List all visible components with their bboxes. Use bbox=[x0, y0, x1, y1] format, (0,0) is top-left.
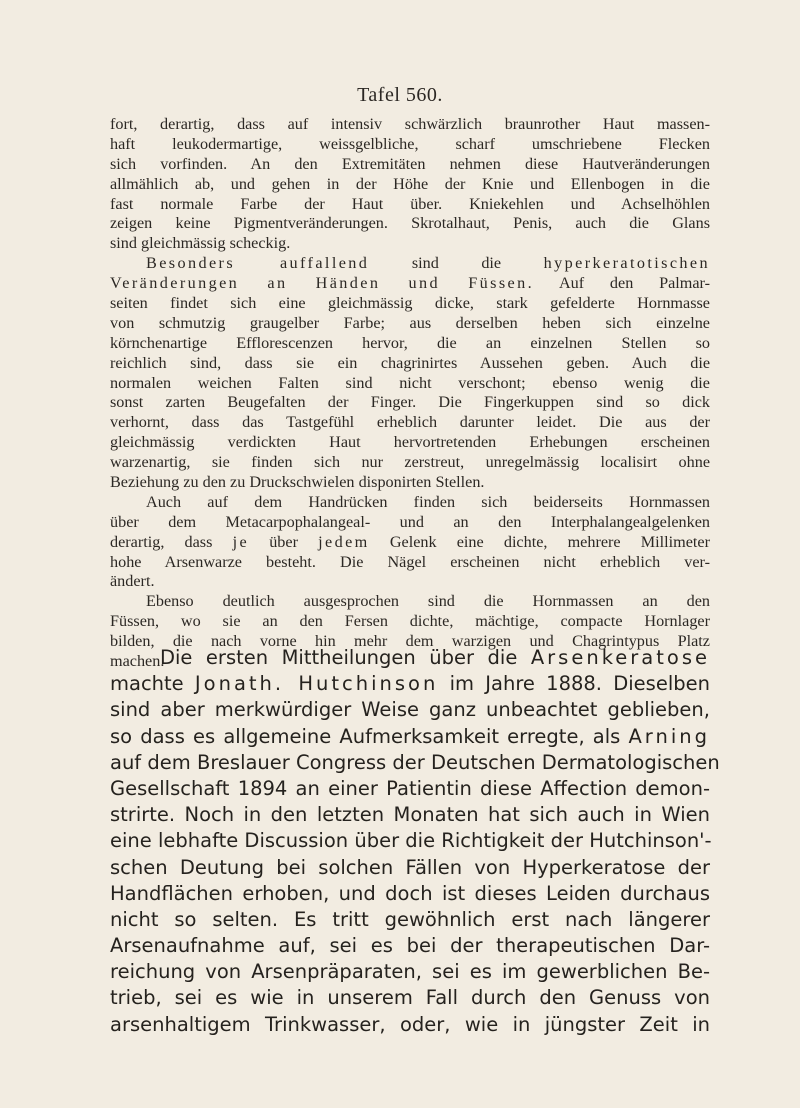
case-description-paragraphs bbox=[110, 115, 710, 672]
text-line: haft leukodermartige, weissgelbliche, scharf umschriebene Flecken bbox=[110, 134, 710, 153]
text-line: fort, derartig, dass auf intensiv schwärzlich braunrother Haut massen- bbox=[110, 115, 710, 133]
text-line: Beziehung zu den zu Druckschwielen disponirten Stellen. bbox=[110, 473, 485, 492]
text-line: Ebenso deutlich ausgesprochen sind die Hornmassen an den bbox=[146, 592, 710, 611]
text-line: verhornt, dass das Tastgefühl erheblich darunter leidet. Die aus der bbox=[110, 413, 710, 432]
text-line: fast normale Farbe der Haut über. Kniekehlen und Achselhöhlen bbox=[110, 194, 710, 213]
text-line bbox=[110, 645, 710, 671]
spaced-emphasis: Arsenkeratose bbox=[530, 646, 710, 669]
text-line: Gesellschaft 1894 an einer Patientin diese Affection demon- bbox=[110, 776, 710, 800]
text-segment: Auf den Palmar- bbox=[534, 274, 710, 293]
text-line: arsenhaltigem Trinkwasser, oder, wie in jüngster Zeit in bbox=[110, 1012, 710, 1036]
text-line: zeigen keine Pigmentveränderungen. Skrotalhaut, Penis, auch die Glans bbox=[110, 214, 710, 233]
text-segment: Gelenk eine dichte, mehrere Millimeter bbox=[369, 532, 710, 551]
plate-heading: Tafel 560. bbox=[357, 84, 443, 106]
text-line: nicht so selten. Es tritt gewöhnlich erst nach längerer bbox=[110, 907, 710, 931]
text-line: sonst zarten Beugefalten der Finger. Die Fingerkuppen sind so dick bbox=[110, 393, 710, 412]
text-line: sind aber merkwürdiger Weise ganz unbeachtet geblieben, bbox=[110, 698, 710, 722]
text-line: schen Deutung bei solchen Fällen von Hyperkeratose der bbox=[110, 855, 710, 879]
text-segment: über bbox=[249, 532, 319, 551]
text-line: sich vorfinden. An den Extremitäten nehmen diese Hautveränderungen bbox=[110, 154, 710, 173]
text-line: auf dem Breslauer Congress der Deutschen Dermatologischen bbox=[110, 750, 720, 774]
spaced-emphasis: Arning bbox=[628, 724, 710, 748]
text-line: seiten findet sich eine gleichmässig dicke, stark gefelderte Hornmasse bbox=[110, 294, 710, 313]
text-segment: derartig, dass bbox=[110, 532, 233, 551]
text-line bbox=[110, 254, 710, 274]
text-line: normalen weichen Falten sind nicht verschont; ebenso wenig die bbox=[110, 373, 710, 392]
text-line: gleichmässig verdickten Haut hervortretenden Erhebungen erscheinen bbox=[110, 433, 710, 452]
text-line: bilden, die nach vorne hin mehr dem warzigen und Chagrintypus Platz bbox=[110, 632, 710, 651]
text-line: körnchenartige Efflorescenzen hervor, die an einzelnen Stellen so bbox=[110, 333, 710, 352]
text-line: eine lebhafte Discussion über die Richtigkeit der Hutchinson'- bbox=[110, 829, 712, 853]
text-line: Arsenaufnahme auf, sei es bei der therapeutischen Dar- bbox=[110, 934, 710, 958]
text-segment: so dass es allgemeine Aufmerksamkeit erregte, als bbox=[110, 724, 629, 748]
text-line: von schmutzig graugelber Farbe; aus derselben heben sich einzelne bbox=[110, 313, 710, 332]
text-line: reichung von Arsenpräparaten, sei es im gewerblichen Be- bbox=[110, 960, 710, 984]
text-line: reichlich sind, dass sie ein chagrinirtes Aussehen geben. Auch die bbox=[110, 353, 710, 372]
spaced-emphasis: je bbox=[232, 532, 250, 551]
spaced-emphasis: jedem bbox=[318, 532, 370, 551]
text-line: sind gleichmässig scheckig. bbox=[110, 234, 291, 253]
text-line: Füssen, wo sie an den Fersen dichte, mächtige, compacte Hornlager bbox=[110, 612, 710, 631]
text-line: machen. bbox=[110, 652, 165, 671]
text-line: strirte. Noch in den letzten Monaten hat sich auch in Wien bbox=[110, 803, 710, 827]
text-line bbox=[110, 724, 710, 750]
main-text-paragraph bbox=[110, 645, 720, 1038]
text-line: allmählich ab, und gehen in der Höhe der Knie und Ellenbogen in die bbox=[110, 174, 710, 193]
text-line: Auch auf dem Handrücken finden sich beiderseits Hornmassen bbox=[146, 492, 710, 511]
text-segment: im Jahre 1888. Dieselben bbox=[438, 672, 710, 696]
text-line bbox=[110, 274, 710, 294]
text-segment: sind die bbox=[369, 254, 544, 273]
text-line: hohe Arsenwarze besteht. Die Nägel erscheinen nicht erheblich ver- bbox=[110, 552, 710, 571]
text-segment: machte bbox=[110, 672, 195, 696]
text-line: Handflächen erhoben, und doch ist dieses Leiden durchaus bbox=[110, 881, 710, 905]
text-line bbox=[110, 533, 710, 553]
spaced-emphasis: Veränderungen an Händen und Füssen. bbox=[110, 274, 535, 293]
spaced-emphasis: Besonders auffallend bbox=[146, 254, 370, 273]
text-line: ändert. bbox=[110, 572, 155, 591]
spaced-emphasis: Jonath. Hutchinson bbox=[194, 672, 439, 696]
text-segment: Die ersten Mittheilungen über die bbox=[160, 646, 531, 669]
text-line: warzenartig, sie finden sich nur zerstreut, unregelmässig localisirt ohne bbox=[110, 453, 710, 472]
text-line bbox=[110, 671, 710, 697]
text-line: trieb, sei es wie in unserem Fall durch den Genuss von bbox=[110, 986, 710, 1010]
spaced-emphasis: hyperkeratotischen bbox=[543, 254, 710, 273]
text-line: über dem Metacarpophalangeal- und an den Interphalangealgelenken bbox=[110, 512, 710, 531]
